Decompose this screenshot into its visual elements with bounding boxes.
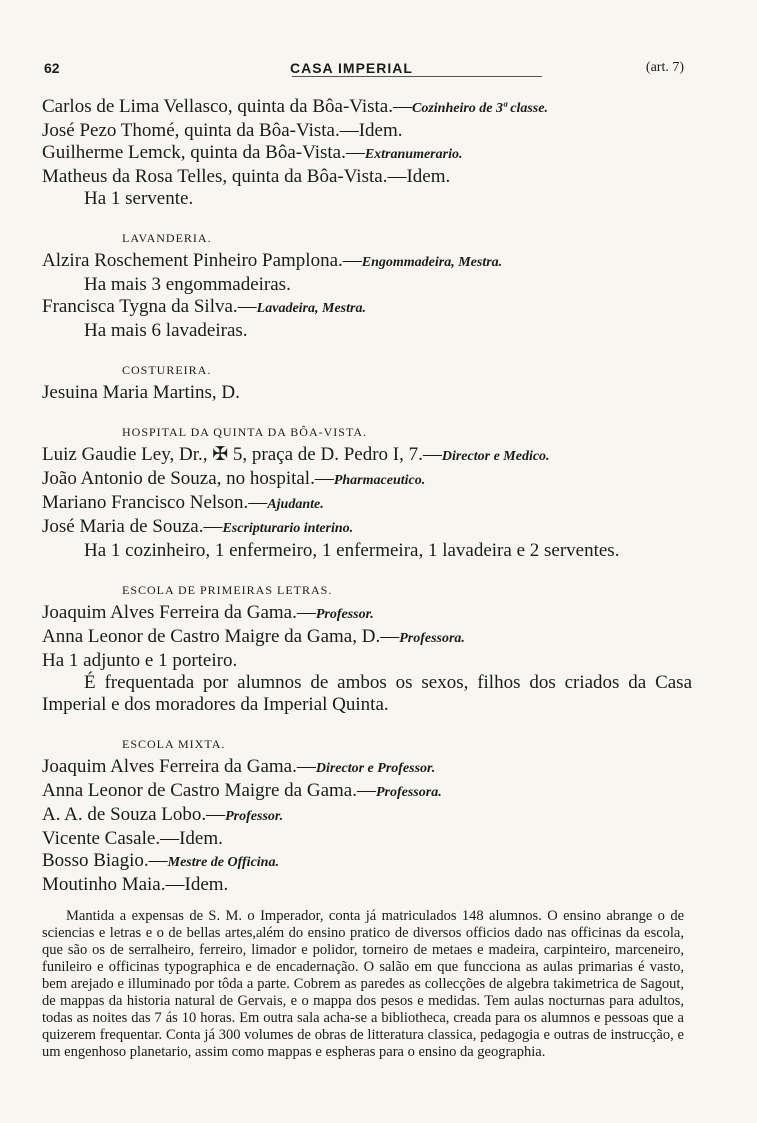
staff-note: Ha mais 3 engommadeiras.: [84, 274, 291, 295]
staff-note: Ha 1 servente.: [84, 188, 194, 209]
entry-line: José Maria de Souza.—Escripturario interino.: [42, 516, 354, 537]
page-content: [42, 96, 692, 1061]
staff-note: Ha 1 adjunto e 1 porteiro.: [42, 650, 238, 671]
section-title-hospital: HOSPITAL DA QUINTA DA BÔA-VISTA.: [122, 425, 368, 439]
section-title-lavanderia: LAVANDERIA.: [122, 231, 212, 245]
entry-line: Bosso Biagio.—Mestre de Officina.: [42, 850, 279, 871]
section-title-costureira: COSTUREIRA.: [122, 363, 212, 377]
entry-line: Matheus da Rosa Telles, quinta da Bôa-Vista.—Idem.: [42, 166, 451, 187]
entry-line: Luiz Gaudie Ley, Dr., ✠ 5, praça de D. Pedro I, 7.—Director e Medico.: [42, 444, 550, 465]
staff-note: Ha mais 6 lavadeiras.: [84, 320, 248, 341]
page-header: [44, 60, 684, 82]
page-number: 62: [44, 60, 60, 76]
entry-line: A. A. de Souza Lobo.—Professor.: [42, 804, 284, 825]
section-title-escola-primeiras-letras: ESCOLA DE PRIMEIRAS LETRAS.: [122, 583, 333, 597]
entry-line: Alzira Roschement Pinheiro Pamplona.—Engommadeira, Mestra.: [42, 250, 503, 271]
header-rule: [292, 76, 542, 77]
entry-line: Joaquim Alves Ferreira da Gama.—Professor.: [42, 602, 374, 623]
entry-line: Jesuina Maria Martins, D.: [42, 382, 240, 403]
entry-line: Vicente Casale.—Idem.: [42, 828, 223, 849]
staff-note: Ha 1 cozinheiro, 1 enfermeiro, 1 enfermeira, 1 lavadeira e 2 serventes.: [84, 540, 620, 561]
entry-line: Guilherme Lemck, quinta da Bôa-Vista.—Extranumerario.: [42, 142, 463, 163]
entry-line: João Antonio de Souza, no hospital.—Pharmaceutico.: [42, 468, 426, 489]
entry-line: Moutinho Maia.—Idem.: [42, 874, 229, 895]
entry-line: Anna Leonor de Castro Maigre da Gama.—Professora.: [42, 780, 442, 801]
entry-line: Francisca Tygna da Silva.—Lavadeira, Mestra.: [42, 296, 366, 317]
school-description: É frequentada por alumnos de ambos os sexos, filhos dos criados da Casa Imperial e dos moradores da Imperial Quinta.: [42, 672, 692, 715]
school-note: Mantida a expensas de S. M. o Imperador, conta já matriculados 148 alumnos. O ensino abrange o de sciencias e letras e o de bellas artes,além do ensino pratico de diversos officios dado nas officinas da escola, que são os de serralheiro, ferreiro, limador e polidor, torneiro de metaes e madeira, carpinteiro, marceneiro, funileiro e officinas typographica e de encadernação. O salão em que funcciona as aulas primarias é vasto, bem arejado e illuminado por tôda a parte. Cobrem as paredes as collecções de algebra takimetrica de Sagout, de mappas da historia natural de Gervais, e o mappa dos pesos e medidas. Tem aulas nocturnas para adultos, todas as noites das 7 ás 10 horas. Em outra sala acha-se a bibliotheca, creada para os alumnos e pessoas que a quizerem frequentar. Conta já 300 volumes de obras de litteratura classica, pedagogia e outras de instrucção, e um engenhoso planetario, assim como mappas e espheras para o ensino da geographia.: [42, 908, 684, 1060]
entry-line: José Pezo Thomé, quinta da Bôa-Vista.—Idem.: [42, 120, 403, 141]
entry-line: Anna Leonor de Castro Maigre da Gama, D.—Professora.: [42, 626, 465, 647]
article-reference: (art. 7): [645, 60, 684, 75]
entry-line: Joaquim Alves Ferreira da Gama.—Director e Professor.: [42, 756, 436, 777]
entry-line: Mariano Francisco Nelson.—Ajudante.: [42, 492, 324, 513]
section-title-escola-mixta: ESCOLA MIXTA.: [122, 737, 226, 751]
running-title: CASA IMPERIAL: [290, 60, 413, 76]
entry-line: Carlos de Lima Vellasco, quinta da Bôa-Vista.—Cozinheiro de 3ª classe.: [42, 96, 548, 117]
